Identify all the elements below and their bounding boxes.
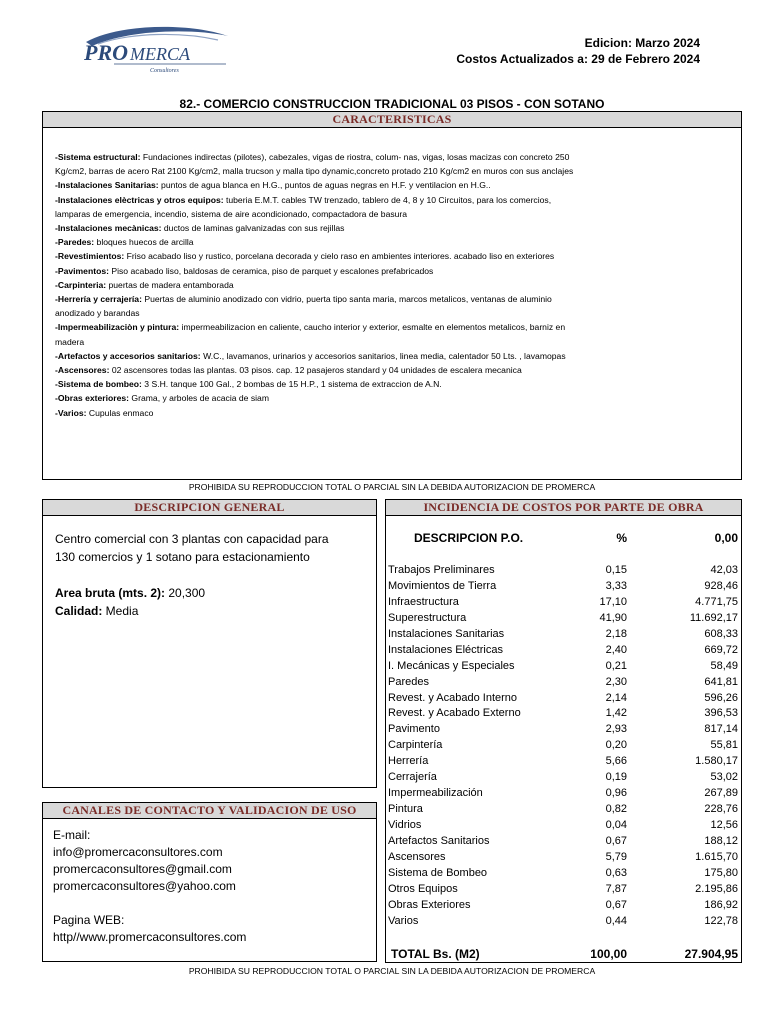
row-percent: 0,63	[605, 866, 627, 879]
caracteristica-line	[55, 292, 731, 306]
row-value: 175,80	[704, 866, 738, 879]
caracteristica-text: 3 S.H. tanque 100 Gal., 2 bombas de 15 H.P., 1 sistema de extraccion de A.N.	[141, 379, 442, 390]
col-percent-header: %	[616, 531, 627, 545]
row-description: Vidrios	[388, 819, 422, 831]
row-value: 669,72	[704, 643, 738, 656]
edition-date: Edicion: Marzo 2024	[584, 36, 700, 50]
caracteristica-text: puertas de madera entamborada	[106, 279, 234, 290]
row-percent: 0,15	[605, 564, 627, 576]
row-value: 596,26	[704, 691, 738, 704]
caracteristica-text: 02 ascensores todas las plantas. 03 pisos. cap. 12 pasajeros standard y 04 unidades de escalera mecanica	[109, 365, 522, 376]
row-description: Cerrajería	[388, 771, 437, 784]
row-description: Varios	[388, 914, 419, 927]
row-percent: 0,04	[605, 819, 627, 831]
costs-updated-date: Costos Actualizados a: 29 de Febrero 2024	[456, 52, 700, 66]
row-description: Instalaciones Eléctricas	[388, 643, 503, 656]
caracteristica-line	[55, 150, 731, 164]
caracteristica-text: Fundaciones indirectas (pilotes), cabezales, vigas de riostra, colum- nas, vigas, losas macizas con concreto 250	[140, 152, 570, 162]
caracteristica-label: -Instalaciones mecànicas:	[55, 223, 162, 234]
table-row	[386, 595, 741, 611]
caracteristica-label: -Impermeabilizaciòn y pintura:	[55, 322, 180, 333]
row-value: 42,03	[710, 564, 738, 576]
row-percent: 2,93	[605, 723, 627, 736]
logo-text-pro: PRO	[84, 40, 128, 65]
prohibition-notice-top: PROHIBIDA SU REPRODUCCION TOTAL O PARCIAL SIN LA DEBIDA AUTORIZACION DE PROMERCA	[188, 482, 596, 492]
row-description: Instalaciones Sanitarias	[388, 627, 505, 640]
caracteristica-line	[55, 349, 731, 363]
caracteristica-text: madera	[55, 336, 85, 347]
table-row	[386, 898, 741, 914]
caracteristica-line	[55, 207, 731, 221]
web-link[interactable]: http//www.promercaconsultores.com	[53, 930, 247, 944]
caracteristica-text: puntos de agua blanca en H.G., puntos de aguas negras en H.F. y ventilacion en H.G..	[158, 180, 491, 191]
caracteristica-label: -Instalaciones Sanitarias:	[55, 180, 159, 191]
incidencia-section	[385, 499, 742, 963]
row-percent: 17,10	[599, 595, 627, 608]
area-label: Area bruta (mts. 2):	[55, 586, 166, 600]
row-percent: 0,67	[605, 834, 627, 847]
row-percent: 7,87	[605, 882, 627, 895]
row-value: 58,49	[710, 659, 738, 672]
total-value: 27.904,95	[684, 947, 738, 961]
caracteristica-label: -Instalaciones elèctricas y otros equipos:	[55, 194, 224, 205]
row-percent: 3,33	[605, 579, 627, 592]
row-value: 11.692,17	[689, 611, 738, 624]
row-value: 12,56	[710, 819, 738, 831]
incidencia-table-body	[386, 563, 741, 930]
caracteristica-label: -Carpinteria:	[55, 279, 107, 290]
table-row	[386, 802, 741, 818]
row-description: Revest. y Acabado Interno	[388, 691, 518, 704]
row-description: Pintura	[388, 803, 423, 816]
table-row	[386, 786, 741, 802]
incidencia-heading: INCIDENCIA DE COSTOS POR PARTE DE OBRA	[386, 500, 741, 516]
web-label: Pagina WEB:	[53, 913, 125, 927]
row-percent: 0,96	[605, 787, 627, 800]
caracteristica-label: -Sistema estructural:	[55, 152, 141, 162]
description-line-2: 130 comercios y 1 sotano para estacionamiento	[55, 550, 310, 564]
caracteristica-text: Grama, y arboles de acacia de siam	[129, 393, 269, 404]
table-row	[386, 818, 741, 834]
row-description: Otros Equipos	[388, 882, 458, 895]
table-row	[386, 706, 741, 722]
prohibition-notice-bottom: PROHIBIDA SU REPRODUCCION TOTAL O PARCIAL SIN LA DEBIDA AUTORIZACION DE PROMERCA	[188, 966, 596, 976]
caracteristica-text: tuberia E.M.T. cables TW trenzado, tablero de 4, 8 y 10 Circuitos, para los comercios,	[223, 194, 552, 205]
caracteristica-label: -Artefactos y accesorios sanitarios:	[55, 350, 201, 361]
row-description: Movimientos de Tierra	[388, 579, 497, 592]
incidencia-total-row	[386, 946, 741, 962]
logo-subtitle: Consultores	[150, 68, 179, 74]
caracteristica-line	[55, 278, 731, 292]
area-value: 20,300	[165, 586, 206, 600]
row-value: 1.615,70	[695, 850, 738, 863]
caracteristica-text: ductos de laminas galvanizadas con sus rejillas	[161, 223, 345, 234]
row-value: 817,14	[704, 723, 738, 736]
caracteristica-label: -Varios:	[55, 407, 87, 418]
calidad	[55, 602, 364, 620]
caracteristica-label: -Obras exteriores:	[55, 393, 130, 404]
row-description: Impermeabilización	[388, 787, 483, 800]
caracteristicas-heading: CARACTERISTICAS	[43, 112, 741, 128]
caracteristica-line	[55, 363, 731, 377]
caracteristica-text: Puertas de aluminio anodizado con vidrio, puerta tipo santa maria, marcos metalicos, ventanas de aluminio	[141, 294, 552, 305]
row-percent: 0,21	[605, 659, 627, 672]
table-row	[386, 611, 741, 627]
caracteristica-label: -Herrería y cerrajería:	[55, 294, 142, 305]
caracteristica-label: -Revestimientos:	[55, 251, 125, 262]
email-label: E-mail:	[53, 828, 91, 842]
row-value: 55,81	[710, 739, 738, 752]
row-description: Carpintería	[388, 739, 443, 752]
calidad-label: Calidad:	[55, 604, 103, 618]
caracteristica-line	[55, 306, 731, 320]
row-description: Artefactos Sanitarios	[388, 834, 490, 847]
contacto-section	[42, 802, 377, 962]
table-row	[386, 770, 741, 786]
row-value: 228,76	[704, 803, 738, 816]
row-description: Superestructura	[388, 611, 467, 624]
caracteristica-line	[55, 164, 731, 178]
caracteristica-text: Kg/cm2, barras de acero Rat 2100 Kg/cm2, malla trucson y malla tipo dynamic,concreto protado 210 Kg/cm2 en muros con sus anclajes	[55, 166, 574, 177]
row-percent: 1,42	[605, 707, 627, 720]
email-link-info[interactable]: info@promercaconsultores.com	[53, 845, 223, 859]
table-row	[386, 866, 741, 882]
row-percent: 0,20	[605, 739, 627, 752]
promerca-logo	[78, 22, 238, 76]
table-row	[386, 738, 741, 754]
table-row	[386, 659, 741, 675]
caracteristica-label: -Pavimentos:	[55, 265, 109, 276]
caracteristica-label: -Sistema de bombeo:	[55, 379, 142, 390]
row-description: Ascensores	[388, 850, 446, 863]
descripcion-general-heading: DESCRIPCION GENERAL	[43, 500, 376, 516]
table-row	[386, 834, 741, 850]
row-percent: 5,79	[605, 850, 627, 863]
row-percent: 5,66	[605, 755, 627, 768]
table-row	[386, 850, 741, 866]
logo-swoosh-icon	[78, 22, 238, 76]
caracteristica-text: bloques huecos de arcilla	[94, 237, 194, 248]
row-percent: 2,30	[605, 675, 627, 688]
email-link-yahoo[interactable]: promercaconsultores@yahoo.com	[53, 879, 236, 893]
caracteristica-line	[55, 377, 731, 391]
row-value: 608,33	[704, 627, 738, 640]
table-row	[386, 722, 741, 738]
caracteristica-text: anodizado y barandas	[55, 308, 140, 319]
row-value: 1.580,17	[695, 755, 738, 768]
table-row	[386, 563, 741, 579]
row-description: Obras Exteriores	[388, 898, 471, 911]
row-value: 928,46	[704, 579, 738, 592]
table-row	[386, 882, 741, 898]
row-value: 396,53	[704, 707, 738, 720]
caracteristicas-list	[43, 128, 741, 420]
total-percent: 100,00	[590, 947, 627, 961]
row-percent: 2,40	[605, 643, 627, 656]
table-row	[386, 627, 741, 643]
caracteristica-line	[55, 264, 731, 278]
calidad-value: Media	[102, 604, 139, 618]
description-line-1: Centro comercial con 3 plantas con capacidad para	[55, 532, 329, 546]
row-percent: 2,14	[605, 691, 627, 704]
caracteristica-text: lamparas de emergencia, incendio, sistema de aire acondicionado, compactadora de basura	[55, 208, 408, 219]
row-value: 53,02	[710, 771, 738, 784]
row-description: Herrería	[388, 755, 429, 768]
row-description: Trabajos Preliminares	[388, 564, 495, 576]
row-percent: 0,44	[605, 914, 627, 927]
caracteristica-line	[55, 335, 731, 349]
col-value-header: 0,00	[714, 531, 738, 545]
row-percent: 2,18	[605, 627, 627, 640]
caracteristica-line	[55, 406, 731, 420]
caracteristica-text: Piso acabado liso, baldosas de ceramica, piso de parquet y escalones prefabricados	[108, 265, 434, 276]
row-description: Infraestructura	[388, 595, 459, 608]
caracteristica-label: -Paredes:	[55, 237, 95, 248]
document-title: 82.- COMERCIO CONSTRUCCION TRADICIONAL 03 PISOS - CON SOTANO	[179, 97, 605, 111]
row-description: Sistema de Bombeo	[388, 866, 488, 879]
caracteristica-label: -Ascensores:	[55, 365, 110, 376]
row-description: Pavimento	[388, 723, 440, 736]
caracteristicas-section	[42, 111, 742, 480]
row-percent: 41,90	[599, 611, 627, 624]
caracteristica-text: Cupulas enmaco	[86, 407, 154, 418]
caracteristica-line	[55, 193, 731, 207]
caracteristica-text: Friso acabado liso y rustico, porcelana decorada y cielo raso en ambientes interiores. acabado liso en exteriores	[124, 251, 555, 262]
caracteristica-line	[55, 235, 731, 249]
table-row	[386, 754, 741, 770]
row-percent: 0,82	[605, 803, 627, 816]
total-label: TOTAL Bs. (M2)	[391, 947, 480, 961]
area-bruta	[55, 584, 364, 602]
row-value: 641,81	[704, 675, 738, 688]
caracteristica-line	[55, 320, 731, 334]
email-link-gmail[interactable]: promercaconsultores@gmail.com	[53, 862, 232, 876]
row-description: Revest. y Acabado Externo	[388, 707, 521, 720]
logo-text-merca: MERCA	[130, 44, 190, 64]
row-value: 188,12	[704, 834, 738, 847]
contacto-heading: CANALES DE CONTACTO Y VALIDACION DE USO	[43, 803, 376, 819]
caracteristica-line	[55, 178, 731, 192]
caracteristica-line	[55, 249, 731, 263]
caracteristica-line	[55, 391, 731, 405]
caracteristica-text: W.C., lavamanos, urinarios y accesorios sanitarios, linea media, calentador 50 Lts. , lavamopas	[200, 350, 566, 361]
row-percent: 0,19	[605, 771, 627, 784]
table-row	[386, 643, 741, 659]
row-value: 186,92	[704, 898, 738, 911]
row-description: Paredes	[388, 675, 429, 688]
incidencia-column-headers	[386, 531, 741, 547]
edition-info	[456, 35, 700, 67]
col-descripcion-header: DESCRIPCION P.O.	[414, 531, 524, 545]
row-value: 267,89	[704, 787, 738, 800]
table-row	[386, 579, 741, 595]
row-value: 122,78	[704, 914, 738, 927]
row-value: 2.195,86	[695, 882, 738, 895]
table-row	[386, 675, 741, 691]
row-description: I. Mecánicas y Especiales	[388, 659, 515, 672]
row-value: 4.771,75	[695, 595, 738, 608]
caracteristica-line	[55, 221, 731, 235]
table-row	[386, 914, 741, 930]
descripcion-general-section	[42, 499, 377, 788]
caracteristica-text: impermeabilizacion en caliente, caucho interior y exterior, esmalte en elementos metalicos, barniz en	[179, 322, 566, 333]
row-percent: 0,67	[605, 898, 627, 911]
table-row	[386, 691, 741, 707]
